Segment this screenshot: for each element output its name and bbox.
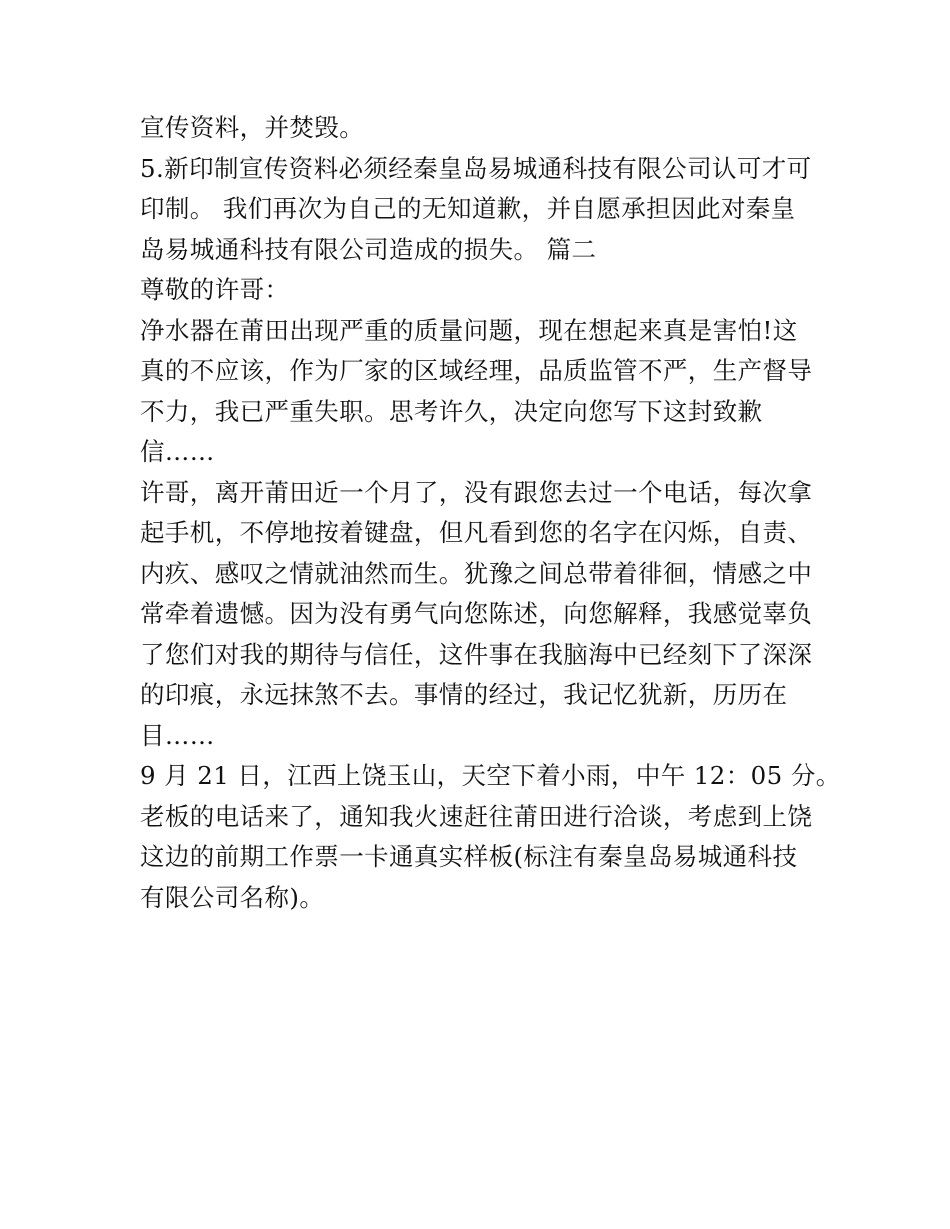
text-line-3: 印制。 我们再次为自己的无知道歉，并自愿承担因此对秦皇 — [140, 194, 796, 223]
text-line-12: 内疚、感叹之情就油然而生。犹豫之间总带着徘徊，情感之中 — [140, 558, 813, 588]
text-line-6: 净水器在莆田出现严重的质量问题，现在想起来真是害怕!这 — [140, 315, 798, 345]
text-line-10: 许哥，离开莆田近一个月了，没有跟您去过一个电话，每次拿 — [140, 477, 813, 507]
text-line-1: 宣传资料，并焚毁。 — [140, 113, 365, 142]
text-line-2: 5.新印制宣传资料必须经秦皇岛易城通科技有限公司认可才可 — [140, 153, 812, 183]
text-line-15: 的印痕，永远抹煞不去。事情的经过，我记忆犹新，历历在 — [140, 680, 788, 709]
text-line-13: 常牵着遗憾。因为没有勇气向您陈述，向您解释，我感觉辜负 — [140, 599, 813, 628]
document-body — [140, 108, 841, 918]
text-line-19: 这边的前期工作票一卡通真实样板(标注有秦皇岛易城通科技 — [140, 842, 798, 871]
text-line-8: 不力，我已严重失职。思考许久，决定向您写下这封致歉 — [140, 396, 763, 426]
text-line-4: 岛易城通科技有限公司造成的损失。 篇二 — [140, 234, 597, 264]
salutation-line: 尊敬的许哥： — [140, 275, 290, 304]
text-line-7: 真的不应该，作为厂家的区域经理，品质监管不严，生产督导 — [140, 356, 813, 385]
text-line-11: 起手机，不停地按着键盘，但凡看到您的名字在闪烁，自责、 — [140, 518, 813, 547]
text-line-17: 9 月 21 日，江西上饶玉山，天空下着小雨，中午 12：05 分。 — [140, 761, 841, 790]
text-line-16: 目…… — [140, 720, 215, 750]
text-line-20: 有限公司名称)。 — [140, 882, 325, 912]
text-line-18: 老板的电话来了，通知我火速赶往莆田进行洽谈，考虑到上饶 — [140, 801, 813, 831]
text-line-9: 信…… — [140, 437, 215, 466]
text-line-14: 了您们对我的期待与信任，这件事在我脑海中已经刻下了深深 — [140, 639, 813, 669]
